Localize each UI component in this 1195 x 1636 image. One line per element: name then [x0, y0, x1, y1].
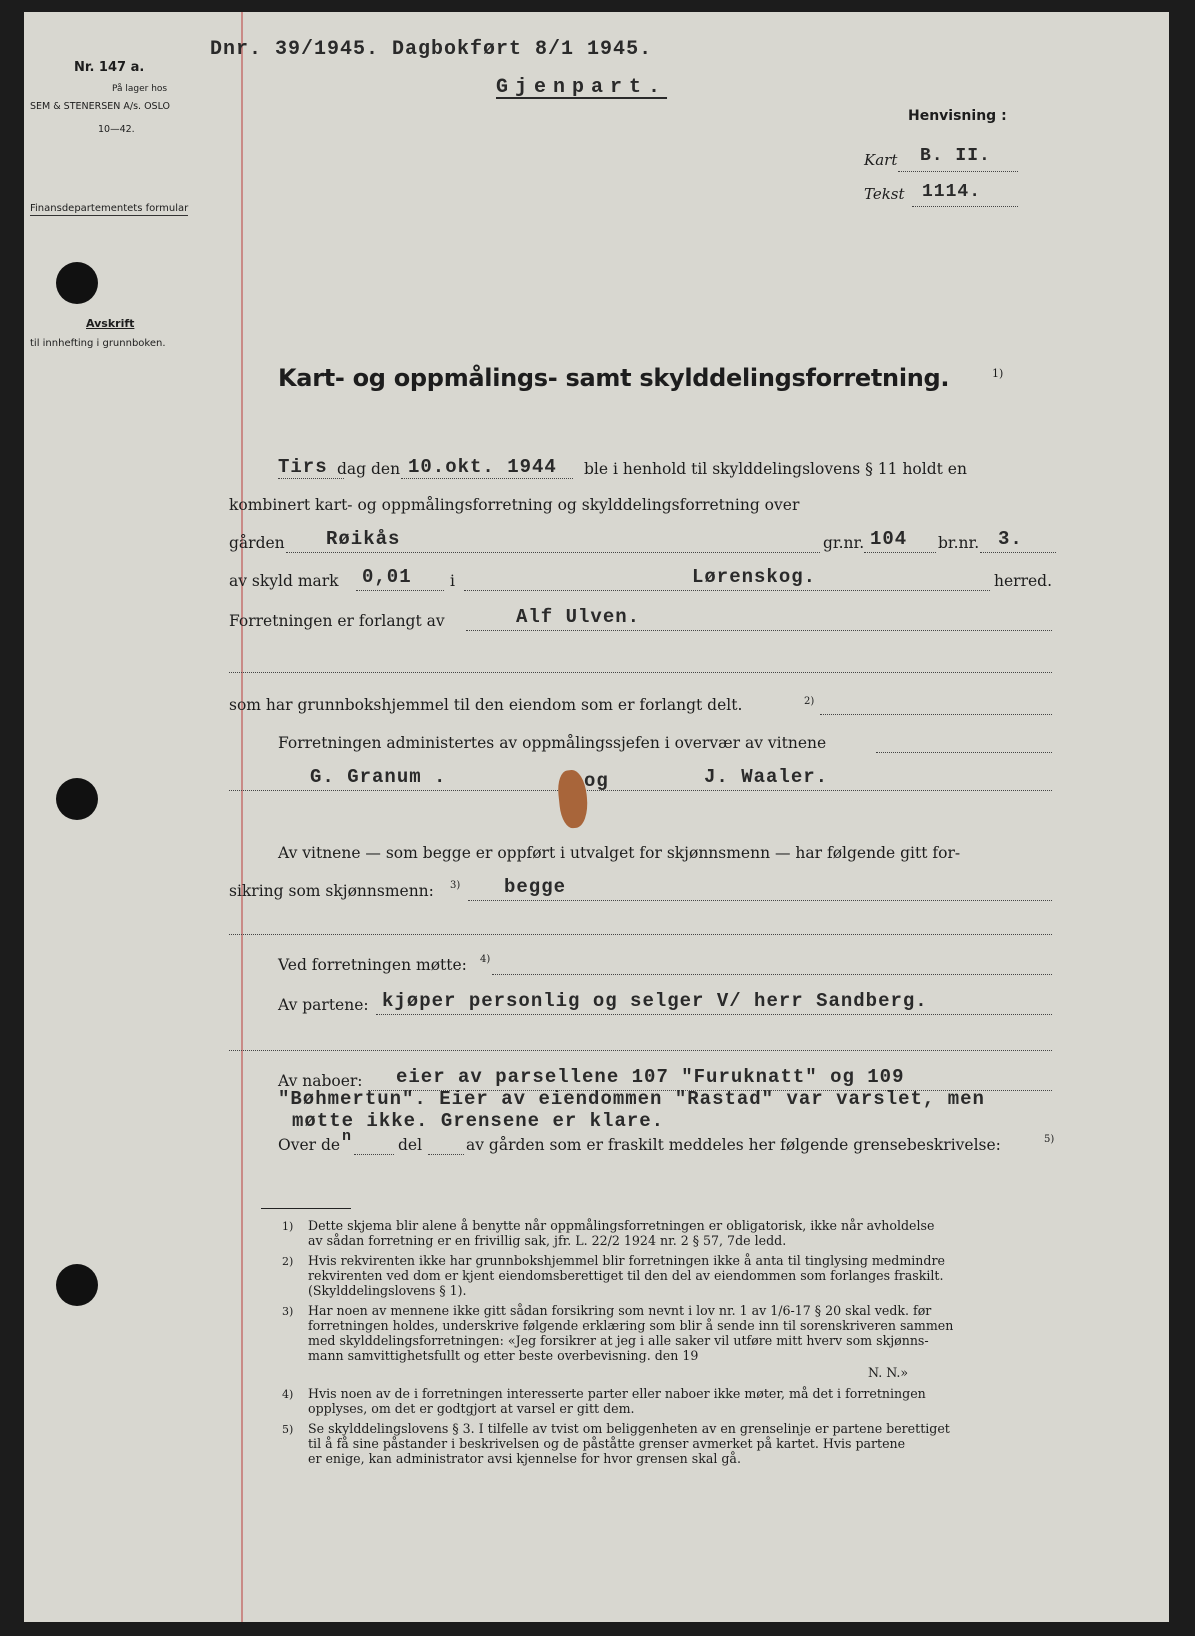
publisher: SEM & STENERSEN A/s. OSLO [30, 101, 171, 112]
neighbours-label: Av naboer: [278, 1072, 363, 1090]
gnr-label: gr.nr. [823, 534, 865, 552]
footnote-3-signature: N. N.» [868, 1365, 909, 1380]
reference-label: Henvisning : [908, 108, 1007, 124]
form-number: Nr. 147 a. [74, 60, 145, 75]
neighbours-line-1: eier av parsellene 107 "Furuknatt" og 109 [396, 1066, 905, 1088]
text-label: Tekst [864, 185, 905, 203]
witness-1: G. Granum . [310, 766, 447, 788]
punch-hole [56, 1264, 98, 1306]
day-value: Tirs [278, 456, 328, 478]
footnote-5-line: Se skylddelingslovens § 3. I tilfelle av tvist om beliggenheten av en grenselinje er partene berettiget [308, 1421, 950, 1436]
date-value: 10.okt. 1944 [408, 456, 557, 478]
stock-line: På lager hos [112, 84, 168, 94]
footnote-2-line: rekvirenten ved dom er kjent eiendomsberettiget til den del av eiendommen som forlanges fraskilt. [308, 1268, 944, 1283]
del-label: del [398, 1136, 423, 1154]
footnote-3-line: mann samvittighetsfullt og etter beste overbevisning. den 19 [308, 1348, 699, 1363]
gnr-value: 104 [870, 528, 908, 550]
footnote-1-line: av sådan forretning er en frivillig sak, jfr. L. 22/2 1924 nr. 2 § 57, 7de ledd. [308, 1233, 787, 1248]
witness-2: J. Waaler. [704, 766, 829, 788]
witness-line-1: Av vitnene — som begge er oppført i utvalget for skjønnsmenn — har følgende gitt for- [278, 844, 961, 862]
skyld-label: av skyld mark [229, 572, 339, 590]
boundary-footnote-ref: 5) [1044, 1134, 1055, 1145]
present-footnote-ref: 4) [480, 954, 491, 965]
footnote-1-line: Dette skjema blir alene å benytte når oppmålingsforretningen er obligatorisk, ikke når avholdelse [308, 1218, 935, 1233]
bnr-label: br.nr. [938, 534, 980, 552]
footnote-2-line: Hvis rekvirenten ikke har grunnbokshjemmel blir forretningen ikke å anta til tinglysing medmindre [308, 1253, 945, 1268]
witness-value: begge [504, 876, 567, 898]
neighbours-line-3: møtte ikke. Grensene er klare. [292, 1110, 665, 1132]
date-code: 10—42. [98, 124, 135, 135]
over-label: Over de [278, 1136, 341, 1154]
bnr-value: 3. [998, 528, 1023, 550]
copy-label: Gjenpart. [496, 76, 668, 99]
map-value: B. II. [920, 146, 991, 166]
boundary-line: av gården som er fraskilt meddeles her følgende grensebeskrivelse: [466, 1136, 1001, 1154]
over-value: n [342, 1128, 353, 1145]
margin-rule [241, 12, 243, 1622]
neighbours-line-2: "Bøhmertun". Eier av eiendommen "Rastad" var varslet, men [278, 1088, 985, 1110]
witness-footnote-ref: 3) [450, 880, 461, 891]
witness-line-2: sikring som skjønnsmenn: [229, 882, 434, 900]
footnote-5-number: 5) [282, 1423, 294, 1436]
line1-rest: ble i henhold til skylddelingslovens § 11 holdt en [584, 460, 967, 478]
day-suffix: dag den [337, 460, 401, 478]
line2: kombinert kart- og oppmålingsforretning og skylddelingsforretning over [229, 496, 800, 514]
footnote-3-line: med skylddelingsforretningen: «Jeg forsikrer at jeg i alle saker vil utføre mitt hverv som skjønns- [308, 1333, 929, 1348]
copy-note-title: Avskrift [86, 317, 135, 330]
witness-and: og [584, 770, 609, 792]
copy-note-subtitle: til innhefting i grunnboken. [30, 338, 166, 349]
grunnbok-footnote-ref: 2) [804, 696, 815, 707]
footnote-1-number: 1) [282, 1220, 294, 1233]
document-page [24, 12, 1169, 1622]
admin-line: Forretningen administertes av oppmålingssjefen i overvær av vitnene [278, 734, 827, 752]
footnote-3-number: 3) [282, 1305, 294, 1318]
footnote-5-line: til å få sine påstander i beskrivelsen og de påståtte grenser avmerket på kartet. Hvis partene [308, 1436, 906, 1451]
footnote-rule [261, 1208, 351, 1209]
footnote-2-line: (Skylddelingslovens § 1). [308, 1283, 467, 1298]
farm-value: Røikås [326, 528, 401, 550]
punch-hole [56, 778, 98, 820]
footnote-3-line: Har noen av mennene ikke gitt sådan forsikring som nevnt i lov nr. 1 av 1/6-17 § 20 skal vedk. før [308, 1303, 932, 1318]
parties-value: kjøper personlig og selger V/ herr Sandberg. [382, 990, 928, 1012]
document-title: Kart- og oppmålings- samt skylddelingsforretning. [278, 364, 950, 392]
footnote-3-line: forretningen holdes, underskrive følgende erklæring som blir å sende inn til sorenskriveren sammen [308, 1318, 954, 1333]
requested-label: Forretningen er forlangt av [229, 612, 445, 630]
herred-value: Lørenskog. [692, 566, 817, 588]
in-label: i [450, 572, 455, 590]
present-label: Ved forretningen møtte: [278, 956, 467, 974]
footnote-4-line: Hvis noen av de i forretningen interesserte parter eller naboer ikke møter, må det i forretningen [308, 1386, 926, 1401]
punch-hole [56, 262, 98, 304]
footnote-4-number: 4) [282, 1388, 294, 1401]
register-entry: Dnr. 39/1945. Dagbokført 8/1 1945. [210, 38, 653, 61]
herred-label: herred. [994, 572, 1052, 590]
footnote-5-line: er enige, kan administrator avsi kjennelse for hvor grensen skal gå. [308, 1451, 741, 1466]
footnote-4-line: opplyses, om det er godtgjort at varsel er gitt dem. [308, 1401, 635, 1416]
requested-value: Alf Ulven. [516, 606, 641, 628]
parties-label: Av partene: [278, 996, 369, 1014]
form-source: Finansdepartementets formular [30, 203, 189, 214]
farm-label: gården [229, 534, 285, 552]
text-value: 1114. [922, 182, 982, 202]
footnote-2-number: 2) [282, 1255, 294, 1268]
grunnbok-line: som har grunnbokshjemmel til den eiendom som er forlangt delt. [229, 696, 743, 714]
title-footnote-ref: 1) [992, 367, 1004, 380]
map-label: Kart [864, 151, 898, 169]
skyld-value: 0,01 [362, 566, 412, 588]
